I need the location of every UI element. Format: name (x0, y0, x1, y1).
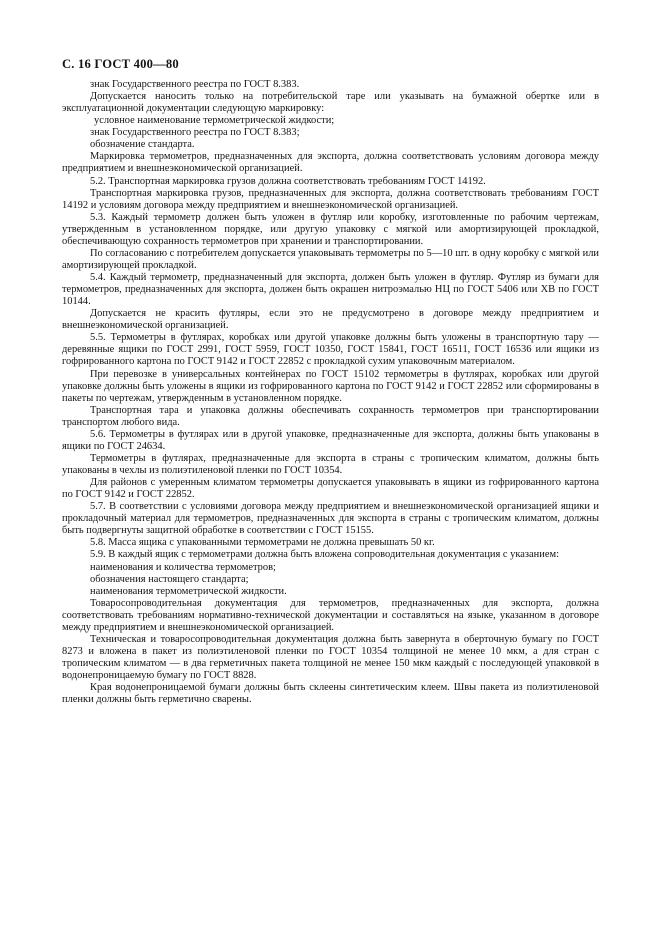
list-item: наименования термометрической жидкости. (90, 585, 287, 597)
page-header: С. 16 ГОСТ 400—80 (62, 57, 179, 71)
paragraph: Термометры в футлярах, предназначенные для экспорта в страны с тропическим климатом, должны быть упакованы в чехлы из полиэтиленовой пленки по ГОСТ 10354. (62, 452, 599, 476)
list-item: обозначения настоящего стандарта; (90, 573, 249, 585)
section-5-2: 5.2. Транспортная маркировка грузов должна соответствовать требованиям ГОСТ 14192. (90, 175, 486, 187)
paragraph: Маркировка термометров, предназначенных для экспорта, должна соответствовать условиям договора между предприятием и внешнеэкономической организацией. (62, 151, 599, 175)
paragraph: Техническая и товаросопроводительная документация должна быть завернута в оберточную бумагу по ГОСТ 8273 и вложена в пакет из полиэтиленовой пленки по ГОСТ 10354 толщиной не менее 10 мкм, а для стран с тропическим климатом — в два герметичных пакета толщиной не менее 150 мкм каждый с последующей упаковкой в водонепроницаемую бумагу по ГОСТ 8828. (62, 633, 599, 682)
list-item: условное наименование термометрической жидкости; (94, 115, 335, 127)
paragraph: Допускается наносить только на потребительской таре или указывать на бумажной обертке или в эксплуатационной документации следующую маркировку: (62, 91, 599, 115)
section-5-9: 5.9. В каждый ящик с термометрами должна быть вложена сопроводительная документация с указанием: (90, 549, 559, 561)
paragraph: Транспортная маркировка грузов, предназначенных для экспорта, должна соответствовать требованиям ГОСТ 14192 и условиям договора между предприятием и внешнеэкономической организацией. (62, 187, 599, 211)
section-5-6: 5.6. Термометры в футлярах или в другой упаковке, предназначенные для экспорта, должны быть упакованы в ящики по ГОСТ 24634. (62, 428, 599, 452)
document-body (62, 79, 599, 706)
list-item: наименования и количества термометров; (90, 561, 276, 573)
paragraph: Транспортная тара и упаковка должны обеспечивать сохранность термометров при транспортировании транспортом любого вида. (62, 404, 599, 428)
section-5-5: 5.5. Термометры в футлярах, коробках или другой упаковке должны быть уложены в транспортную тару — деревянные ящики по ГОСТ 2991, ГОСТ 5959, ГОСТ 10350, ГОСТ 15841, ГОСТ 16511, ГОСТ 16536 или ящики из гофрированного картона по ГОСТ 9142 и ГОСТ 22852 с прокладкой сухим упаковочным материалом. (62, 332, 599, 368)
section-5-3: 5.3. Каждый термометр должен быть уложен в футляр или коробку, изготовленные по рабочим чертежам, утвержденным в установленном порядке, или другую упаковку с мягкой или амортизирующей прокладкой, обеспечивающую сохранность термометров при хранении и транспортировании. (62, 211, 599, 247)
list-item: знак Государственного реестра по ГОСТ 8.383; (90, 127, 300, 139)
list-item: обозначение стандарта. (90, 139, 195, 151)
paragraph: Края водонепроницаемой бумаги должны быть склеены синтетическим клеем. Швы пакета из полиэтиленовой пленки должны быть герметично сварены. (62, 682, 599, 706)
paragraph: Допускается не красить футляры, если это не предусмотрено в договоре между предприятием и внешнеэкономической организацией. (62, 308, 599, 332)
paragraph: Товаросопроводительная документация для термометров, предназначенных для экспорта, должна соответствовать требованиям нормативно-технической документации и составляться на языке, указанном в договоре между предприятием и внешнеэкономической организацией. (62, 597, 599, 633)
paragraph: При перевозке в универсальных контейнерах по ГОСТ 15102 термометры в футлярах, коробках или другой упаковке должны быть уложены в ящики из гофрированного картона по ГОСТ 9142 и ГОСТ 22852 или сформированы в пакеты по чертежам, утвержденным в установленном порядке. (62, 368, 599, 404)
paragraph: По согласованию с потребителем допускается упаковывать термометры по 5—10 шт. в одну коробку с мягкой или амортизирующей прокладкой. (62, 247, 599, 271)
paragraph: Для районов с умеренным климатом термометры допускается упаковывать в ящики из гофрированного картона по ГОСТ 9142 и ГОСТ 22852. (62, 477, 599, 501)
section-5-8: 5.8. Масса ящика с упакованными термометрами не должна превышать 50 кг. (90, 537, 435, 549)
paragraph: знак Государственного реестра по ГОСТ 8.383. (90, 79, 300, 90)
section-5-7: 5.7. В соответствии с условиями договора между предприятием и внешнеэкономической организацией ящики и прокладочный материал для термометров, предназначенных для экспорта в страны с тропическим климатом, должны быть подвергнуты защитной обработке в соответствии с ГОСТ 15155. (62, 501, 599, 537)
section-5-4: 5.4. Каждый термометр, предназначенный для экспорта, должен быть уложен в футляр. Футляр из бумаги для термометров, предназначенных для экспорта, должен быть окрашен нитроэмалью НЦ по ГОСТ 5406 или ХВ по ГОСТ 10144. (62, 272, 599, 308)
